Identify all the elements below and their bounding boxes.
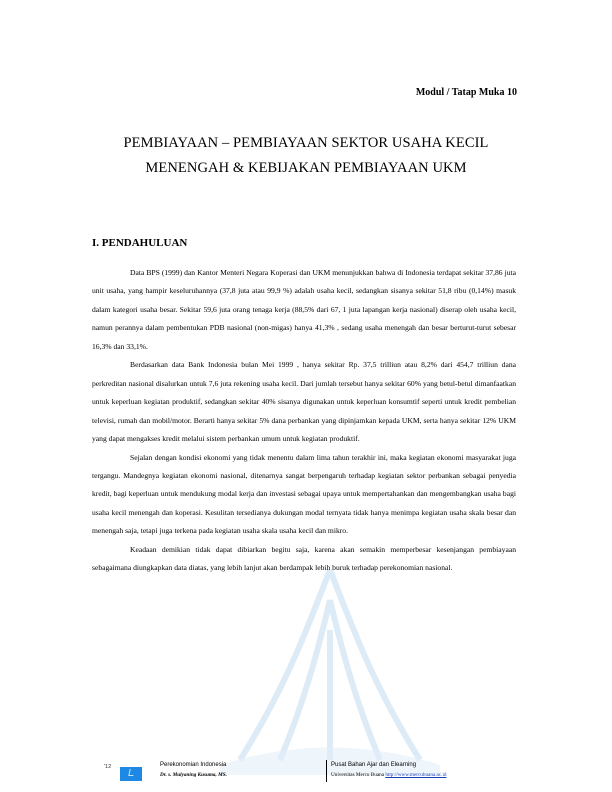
watermark-logo [200,560,460,775]
footer-author: Dr. s. Mulyaning Kusuma, MS. [160,772,227,778]
university-name: Universitas Mercu Buana [331,772,385,778]
footer-course-name: Perekonomian Indonesia [160,762,227,768]
footer-center-name: Pusat Bahan Ajar dan Elearning [331,762,417,768]
paragraph: Data BPS (1999) dan Kantor Menteri Negara Koperasi dan UKM menunjukkan bahwa di Indonesia terdapat sekitar 37,86 juta unit usaha, yang hampir keseluruhannya (37,8 juta atau 99,9 %) adalah usaha kecil, sedangkan sisanya sekitar 51,8 ribu (0,14%) masuk dalam kategori usaha besar. Sekitar 59,6 juta orang tenaga kerja (88,5% dari 67, 1 juta lapangan kerja nasional) diserap oleh usaha kecil, namun perannya dalam pembentukan PDB nasional (non-migas) hanya 41,3% , sedang usaha menengah dan besar berturut-turut sebesar 16,3% dan 33,1%. [92,268,516,351]
module-label: Modul / Tatap Muka 10 [415,87,517,98]
page-number: '12 [104,764,112,770]
paragraph: Berdasarkan data Bank Indonesia bulan Mei 1999 , hanya sekitar Rp. 37,5 trilliun atau 8,2% dari 454,7 trilliun dana perkreditan nasional disalurkan untuk 7,6 juta rekening usaha kecil. Dari jumlah tersebut hanya sekitar 60% yang betul-betul dimanfaatkan untuk keperluan kegiatan produktif, sedangkan sekitar 40% sisanya digunakan untuk keperluan konsumtif seperti untuk kredit pembelian televisi, rumah dan mobil/motor. Berarti hanya sekitar 5% dana perbankan yang dipinjamkan kepada UKM, serta hanya sekitar 12% UKM yang dapat mengakses kredit melalui sistem perbankan umum untuk kegiatan produktif. [92,360,516,444]
paragraph: Keadaan demikian tidak dapat dibiarkan begitu saja, karena akan semakin memperbesar kesenjangan pembiayaan sebagaimana diungkapkan data diatas, yang lebih lanjut akan berdampak lebih buruk terhadap perekonomian nasional. [92,544,516,573]
footer-divider [326,760,327,782]
body-text [92,264,516,578]
title-line-2: MENENGAH & KEBIJAKAN PEMBIAYAAN UKM [145,160,467,176]
university-website-link[interactable]: http://www.mercubuana.ac.id [385,772,447,778]
footer-university [331,772,447,778]
document-title [90,131,522,181]
section-heading: I. PENDAHULUAN [92,237,188,249]
university-logo-icon [108,764,150,781]
paragraph: Sejalan dengan kondisi ekonomi yang tidak menentu dalam lima tahun terakhir ini, maka kegiatan ekonomi masyarakat juga tergangu. Mandegnya kegiatan ekonomi nasional, ditenarnya sangat berpengaruh terhadap kegiatan sektor perbankan sebagai penyedia kredit, bagi keperluan untuk mendukung modal kerja dan investasi sebagai upaya untuk mempertahankan dan mengembangkan usaha bagi usaha kecil menengah dan koperasi. Kesulitan tersedianya dukungan modal ternyata tidak hanya menimpa kegiatan usaha skala besar dan menengah saja, tetapi juga terkena pada kegiatan usaha skala usaha kecil dan mikro. [92,452,516,536]
title-line-1: PEMBIAYAAN – PEMBIAYAAN SEKTOR USAHA KECIL [123,135,489,151]
